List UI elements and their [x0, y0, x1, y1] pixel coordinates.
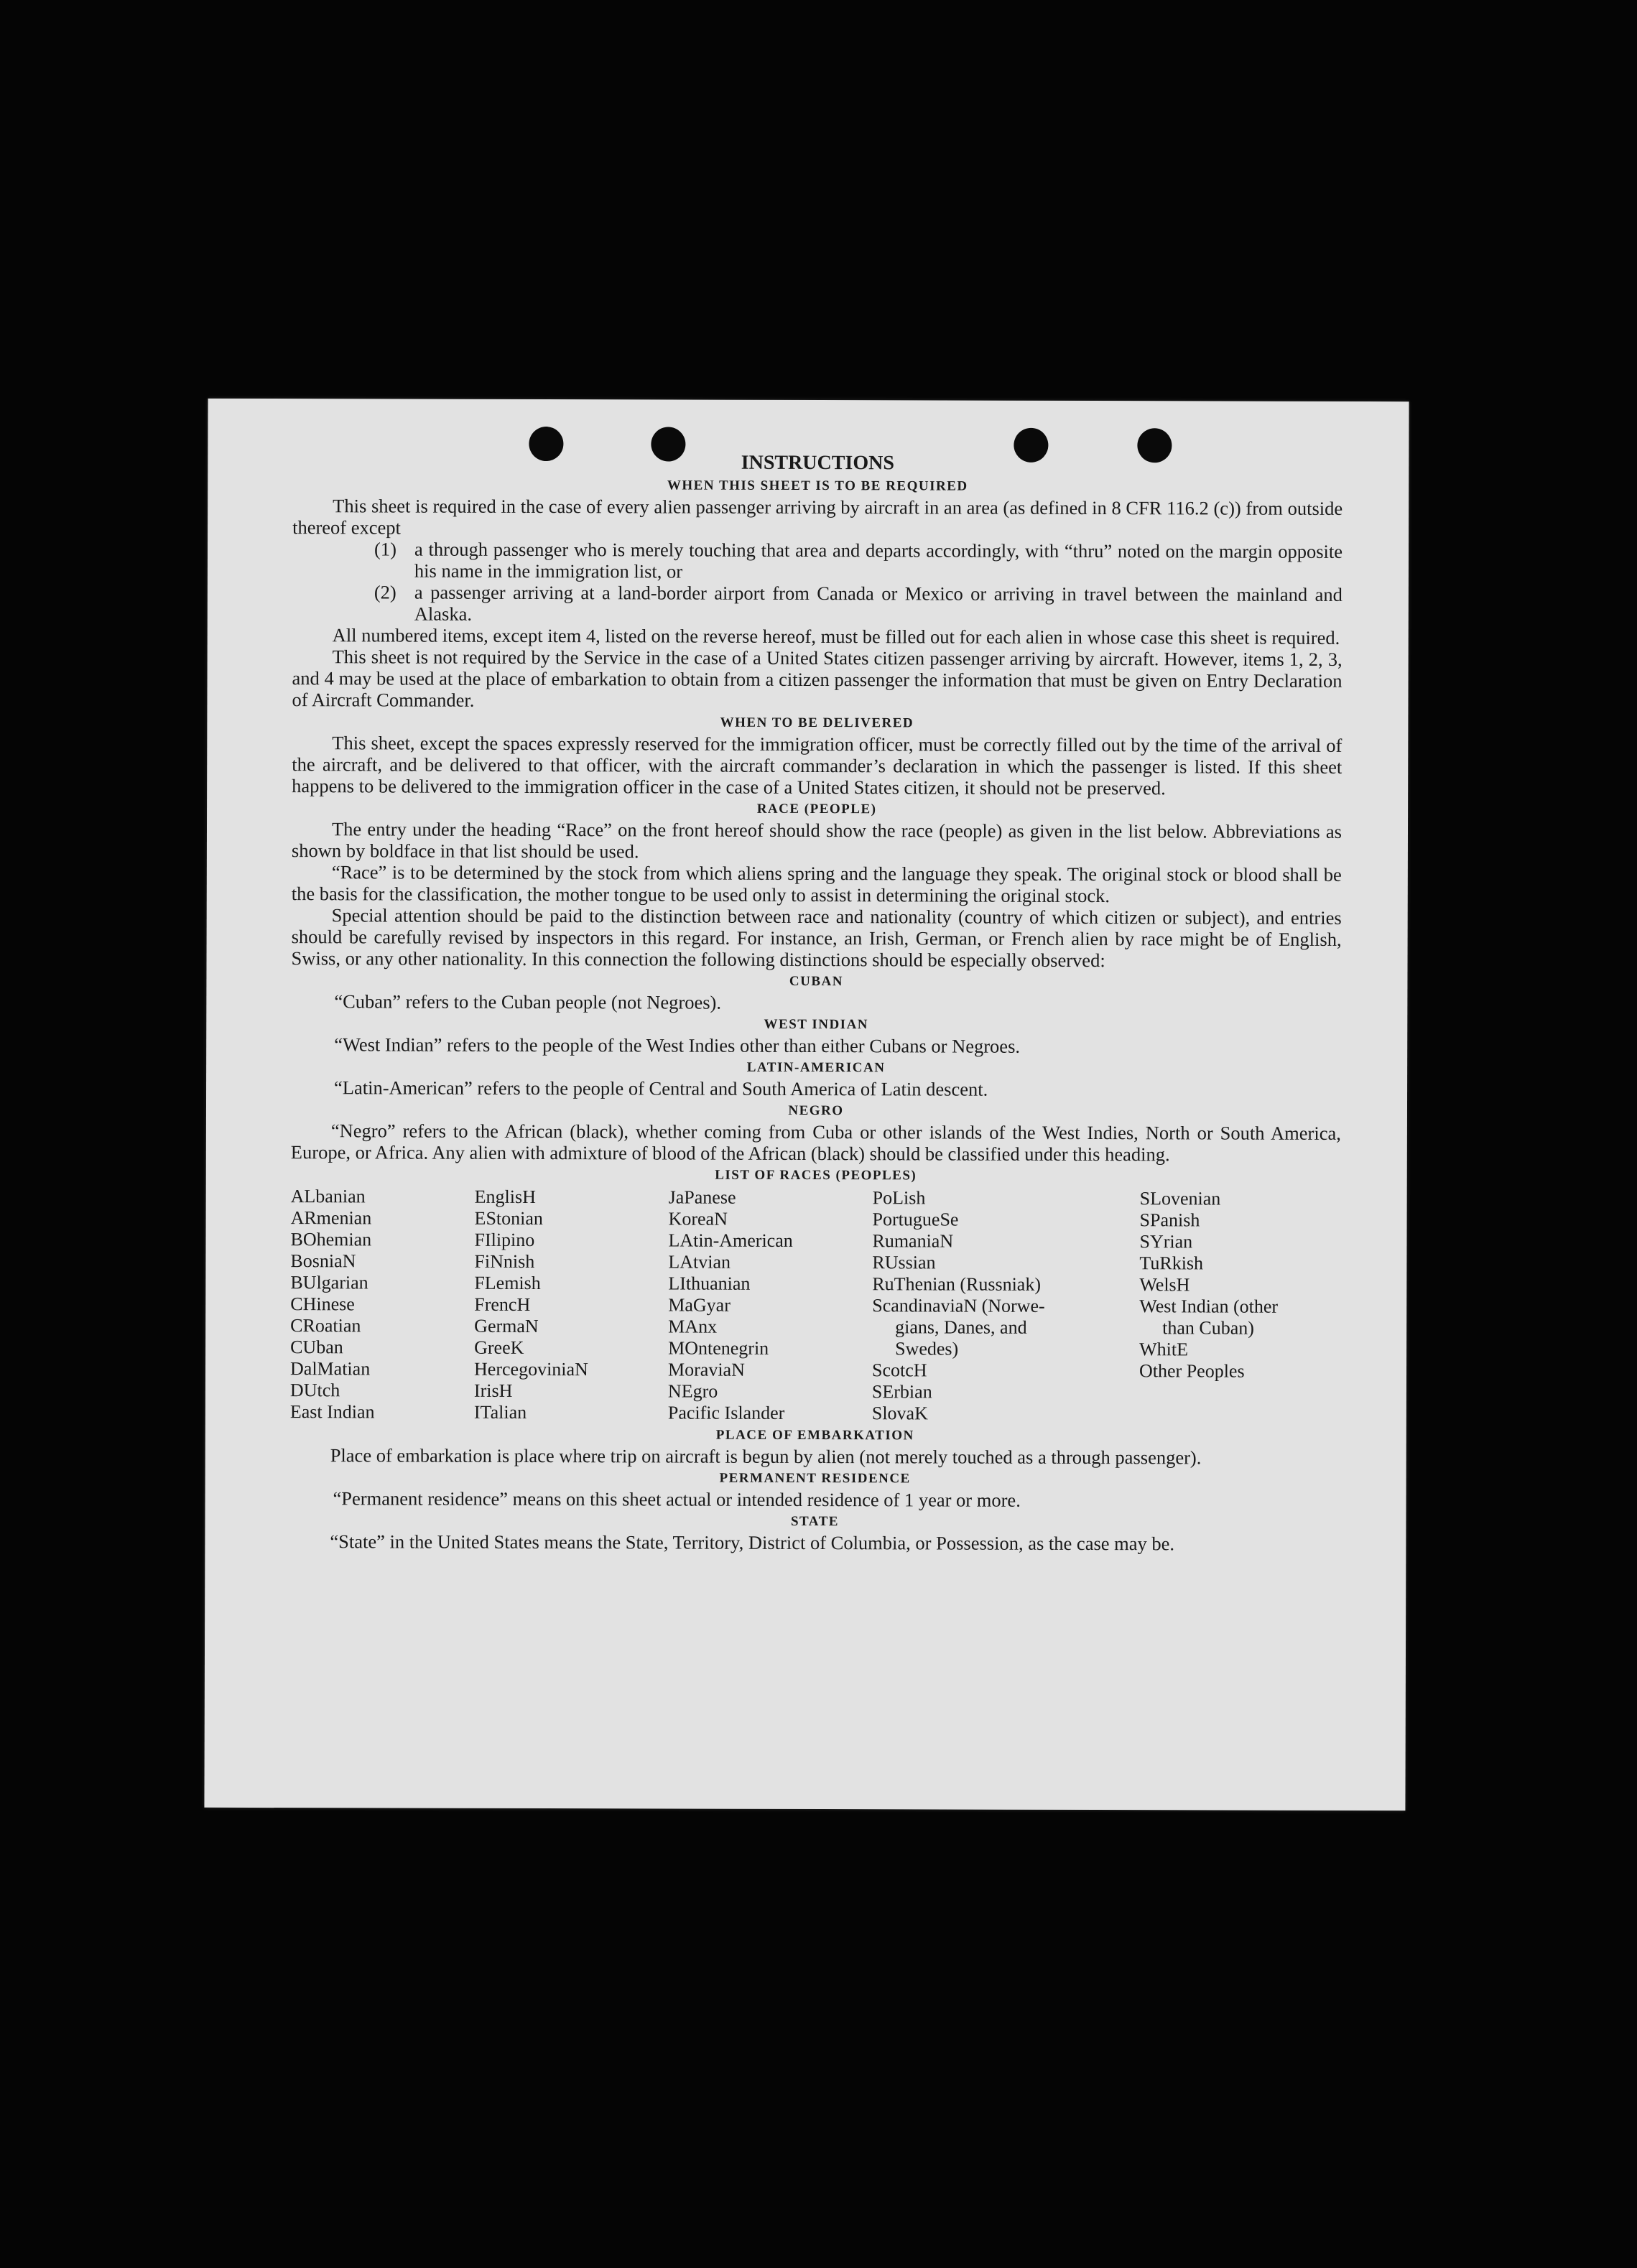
race-entry: ALbanian: [290, 1186, 366, 1207]
cuban-text: “Cuban” refers to the Cuban people (not Negroes).: [334, 990, 722, 1013]
exception-number: (2): [374, 581, 397, 603]
race-entry: GreeK: [474, 1337, 524, 1358]
race-entry: KoreaN: [668, 1208, 728, 1230]
exception-item-1: [374, 538, 1342, 584]
race-entry: SLovenian: [1139, 1188, 1221, 1209]
race-entry: WhitE: [1139, 1339, 1189, 1360]
race-entry: ITalian: [473, 1401, 527, 1423]
section-heading-latin-american: LATIN-AMERICAN: [746, 1059, 886, 1076]
race-entry: HercegoviniaN: [473, 1358, 588, 1380]
race-entry: BUlgarian: [290, 1272, 368, 1293]
race-entry: RumaniaN: [872, 1230, 954, 1252]
section-heading-residence: PERMANENT RESIDENCE: [719, 1470, 911, 1487]
embarkation-text: Place of embarkation is place where trip on aircraft is begun by alien (not merely touched as a through passenger).: [330, 1444, 1202, 1469]
race-entry: ScandinaviaN (Norwe-: [872, 1295, 1045, 1316]
race-entry: FiNnish: [474, 1250, 535, 1273]
section-heading-race: RACE (PEOPLE): [756, 801, 877, 817]
race-entry: CUban: [290, 1337, 343, 1358]
races-column-1: [290, 1186, 475, 1423]
race-entry: SPanish: [1139, 1209, 1200, 1231]
races-list: [290, 1186, 1341, 1426]
race-entry: JaPanese: [668, 1186, 736, 1208]
race-entry: CHinese: [290, 1293, 355, 1315]
race-entry: LAtvian: [668, 1251, 731, 1273]
race-entry: MAnx: [668, 1316, 718, 1337]
race-entry: TuRkish: [1139, 1252, 1204, 1274]
race-entry: FLemish: [474, 1272, 541, 1294]
race-entry: PoLish: [872, 1187, 926, 1209]
section-heading-negro: NEGRO: [788, 1102, 844, 1119]
race-entry: SErbian: [871, 1381, 932, 1403]
when-required-para3: This sheet is not required by the Service in the case of a United States citizen passenger arriving by aircraft. However, items 1, 2, 3, and 4 may be used at the place of embarkation to obtain from a citizen passenger the information that must be given on Entry Declaration of Aircraft Commander.: [292, 646, 1342, 711]
race-para1: The entry under the heading “Race” on the front hereof should show the race (people) as given in the list below. Abbreviations as shown by boldface in that list should be used.: [291, 818, 1342, 863]
race-entry-continued: Swedes): [895, 1338, 959, 1360]
race-entry: GermaN: [474, 1315, 539, 1337]
document-page: [204, 399, 1409, 1811]
races-column-3: [668, 1186, 873, 1424]
races-column-5: [1139, 1188, 1341, 1426]
section-heading-races-list: LIST OF RACES (PEOPLES): [715, 1167, 917, 1184]
page-title: INSTRUCTIONS: [741, 451, 894, 475]
section-heading-west-indian: WEST INDIAN: [764, 1016, 869, 1033]
race-entry: DalMatian: [289, 1358, 371, 1380]
race-entry: SlovaK: [871, 1403, 928, 1424]
race-entry: SYrian: [1139, 1231, 1193, 1252]
race-entry: EStonian: [474, 1207, 543, 1230]
race-entry: ARmenian: [290, 1207, 372, 1229]
race-entry: IrisH: [473, 1380, 513, 1401]
exception-text: a passenger arriving at a land-border airport from Canada or Mexico or arriving in travel between the mainland and Alaska.: [414, 581, 1342, 625]
section-heading-when-delivered: WHEN TO BE DELIVERED: [720, 715, 914, 731]
exception-number: (1): [374, 538, 397, 560]
race-entry-continued: gians, Danes, and: [895, 1316, 1027, 1338]
race-entry: MaGyar: [668, 1294, 731, 1316]
latin-american-text: “Latin-American” refers to the people of Central and South America of Latin descent.: [334, 1077, 988, 1100]
race-entry: West Indian (other: [1139, 1296, 1279, 1317]
race-entry: MOntenegrin: [668, 1337, 769, 1359]
residence-text: “Permanent residence” means on this sheet actual or intended residence of 1 year or more.: [333, 1487, 1021, 1511]
when-required-intro: This sheet is required in the case of every alien passenger arriving by aircraft in an area (as defined in 8 CFR 116.2 (c)) from outside thereof except: [292, 495, 1343, 539]
race-entry-continued: than Cuban): [1162, 1317, 1255, 1339]
race-entry: RuThenian (Russniak): [872, 1273, 1042, 1295]
race-entry: Other Peoples: [1139, 1360, 1245, 1382]
race-entry: LAtin-American: [668, 1230, 793, 1251]
race-entry: CRoatian: [290, 1315, 361, 1337]
race-entry: PortugueSe: [872, 1209, 959, 1230]
race-entry: BosniaN: [290, 1250, 356, 1272]
race-entry: WelsH: [1139, 1274, 1190, 1296]
race-entry: LIthuanian: [668, 1273, 751, 1294]
exception-text: a through passenger who is merely touching that area and departs accordingly, with “thru” noted on the margin opposite his name in the immigration list, or: [414, 538, 1343, 582]
race-entry: East Indian: [289, 1401, 375, 1423]
race-entry: NEgro: [667, 1380, 718, 1402]
race-para2: “Race” is to be determined by the stock from which aliens spring and the language they speak. The original stock or blood shall be the basis for the classification, the mother tongue to be used only to assist in determining the original stock.: [291, 861, 1342, 907]
race-entry: MoraviaN: [667, 1359, 745, 1380]
section-heading-cuban: CUBAN: [789, 973, 844, 990]
race-entry: FIlipino: [474, 1229, 535, 1251]
races-column-2: [474, 1186, 669, 1424]
state-text: “State” in the United States means the State, Territory, District of Columbia, or Possession, as the case may be.: [330, 1530, 1175, 1555]
race-para3: Special attention should be paid to the distinction between race and nationality (country of which citizen or subject), and entries should be carefully revised by inspectors in this regard. For instance, an Irish, German, or French alien by race might be of English, Swiss, or any other nationality. In this connection the following distinctions should be especially observed:: [291, 904, 1342, 972]
race-entry: EnglisH: [474, 1186, 536, 1208]
race-entry: FrencH: [474, 1293, 531, 1315]
race-entry: RUssian: [872, 1252, 936, 1273]
race-entry: ScotcH: [871, 1360, 927, 1381]
race-entry: DUtch: [289, 1380, 340, 1401]
races-column-4: [872, 1187, 1140, 1425]
section-heading-when-required: WHEN THIS SHEET IS TO BE REQUIRED: [667, 478, 968, 494]
west-indian-text: “West Indian” refers to the people of the West Indies other than either Cubans or Negroes.: [334, 1033, 1021, 1057]
section-heading-state: STATE: [790, 1513, 840, 1530]
instructions-content: [289, 450, 1342, 1555]
when-delivered-text: This sheet, except the spaces expressly reserved for the immigration officer, must be correctly filled out by the time of the arrival of the aircraft, and be delivered to that officer, with the aircraft commander’s declaration in which the passenger is listed. If this sheet happens to be delivered to the immigration officer in the case of a United States citizen, it should not be preserved.: [292, 732, 1342, 799]
exception-item-2: [374, 581, 1342, 627]
race-entry: BOhemian: [290, 1229, 372, 1250]
section-heading-embarkation: PLACE OF EMBARKATION: [715, 1427, 914, 1444]
race-entry: Pacific Islander: [667, 1402, 785, 1423]
negro-text: “Negro” refers to the African (black), whether coming from Cuba or other islands of the West Indies, North or South America, Europe, or Africa. Any alien with admixture of blood of the African (black) should be classified under this heading.: [290, 1120, 1341, 1166]
when-required-para2: All numbered items, except item 4, listed on the reverse hereof, must be filled out for each alien in whose case this sheet is required.: [332, 624, 1340, 649]
